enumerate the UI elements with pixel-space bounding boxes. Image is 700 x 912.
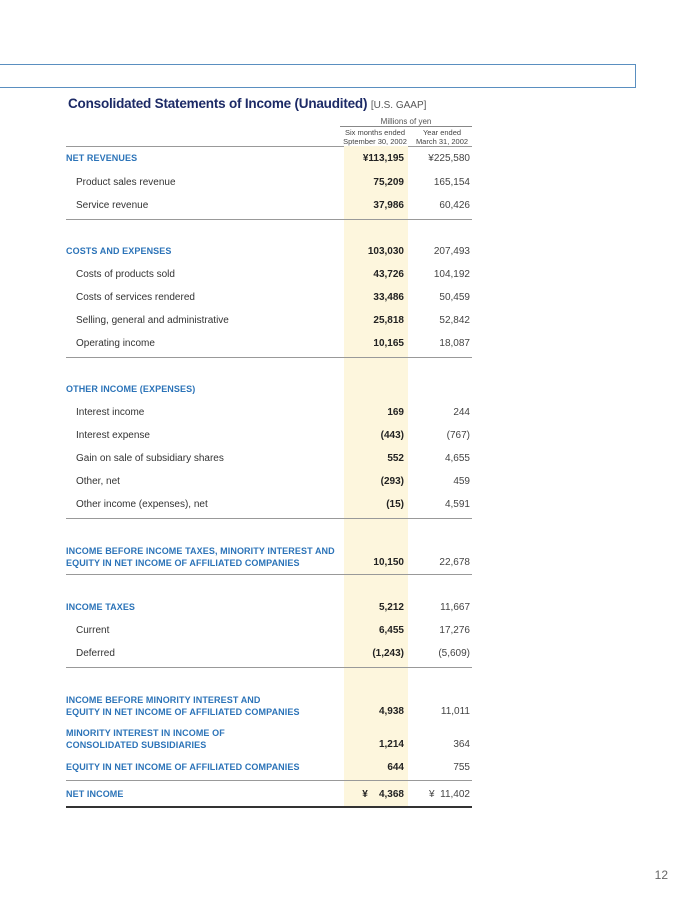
page-title	[68, 96, 426, 111]
units-rule	[340, 126, 472, 127]
header-band	[0, 64, 636, 88]
table-row-net-income: NET INCOME ¥ 4,368 ¥ 11,402	[66, 789, 470, 800]
header-rule	[66, 146, 472, 147]
table-row: Product sales revenue 75,209 165,154	[76, 177, 470, 188]
section-rule	[66, 357, 472, 358]
table-row: MINORITY INTEREST IN INCOME OF CONSOLIDATED SUBSIDIARIES 1,214 364	[66, 728, 470, 750]
table-row: COSTS AND EXPENSES 103,030 207,493	[66, 246, 470, 257]
table-row: Gain on sale of subsidiary shares 552 4,655	[76, 453, 470, 464]
page-number: 12	[654, 868, 668, 882]
column-header-year-ended: Year ended March 31, 2002	[415, 128, 469, 146]
units-label: Millions of yen	[380, 117, 432, 126]
section-rule	[66, 518, 472, 519]
section-rule	[66, 780, 472, 781]
table-row: Interest income 169 244	[76, 407, 470, 418]
table-row: Other, net (293) 459	[76, 476, 470, 487]
table-row: EQUITY IN NET INCOME OF AFFILIATED COMPANIES 644 755	[66, 762, 470, 773]
table-row: Deferred (1,243) (5,609)	[76, 648, 470, 659]
section-rule	[66, 219, 472, 220]
table-row: Costs of services rendered 33,486 50,459	[76, 292, 470, 303]
title-gaap: [U.S. GAAP]	[370, 100, 427, 111]
table-row: Interest expense (443) (767)	[76, 430, 470, 441]
table-row: Other income (expenses), net (15) 4,591	[76, 499, 470, 510]
table-row: Costs of products sold 43,726 104,192	[76, 269, 470, 280]
table-row: Service revenue 37,986 60,426	[76, 200, 470, 211]
table-row: Selling, general and administrative 25,818 52,842	[76, 315, 470, 326]
table-row: OTHER INCOME (EXPENSES)	[66, 384, 196, 394]
total-rule	[66, 806, 472, 808]
table-row: INCOME BEFORE INCOME TAXES, MINORITY INTEREST AND EQUITY IN NET INCOME OF AFFILIATED COMPANIES 10,150 22,678	[66, 546, 470, 568]
section-rule	[66, 574, 472, 575]
title-main: Consolidated Statements of Income (Unaudited)	[68, 96, 368, 111]
table-row: NET REVENUES ¥113,195 ¥225,580	[66, 153, 470, 164]
column-header-six-months: Six months ended Sptember 30, 2002	[343, 128, 407, 146]
table-row: Operating income 10,165 18,087	[76, 338, 470, 349]
section-rule	[66, 667, 472, 668]
table-row: Current 6,455 17,276	[76, 625, 470, 636]
table-row: INCOME BEFORE MINORITY INTEREST AND EQUITY IN NET INCOME OF AFFILIATED COMPANIES 4,938 11,011	[66, 695, 470, 717]
table-row: INCOME TAXES 5,212 11,667	[66, 602, 470, 613]
